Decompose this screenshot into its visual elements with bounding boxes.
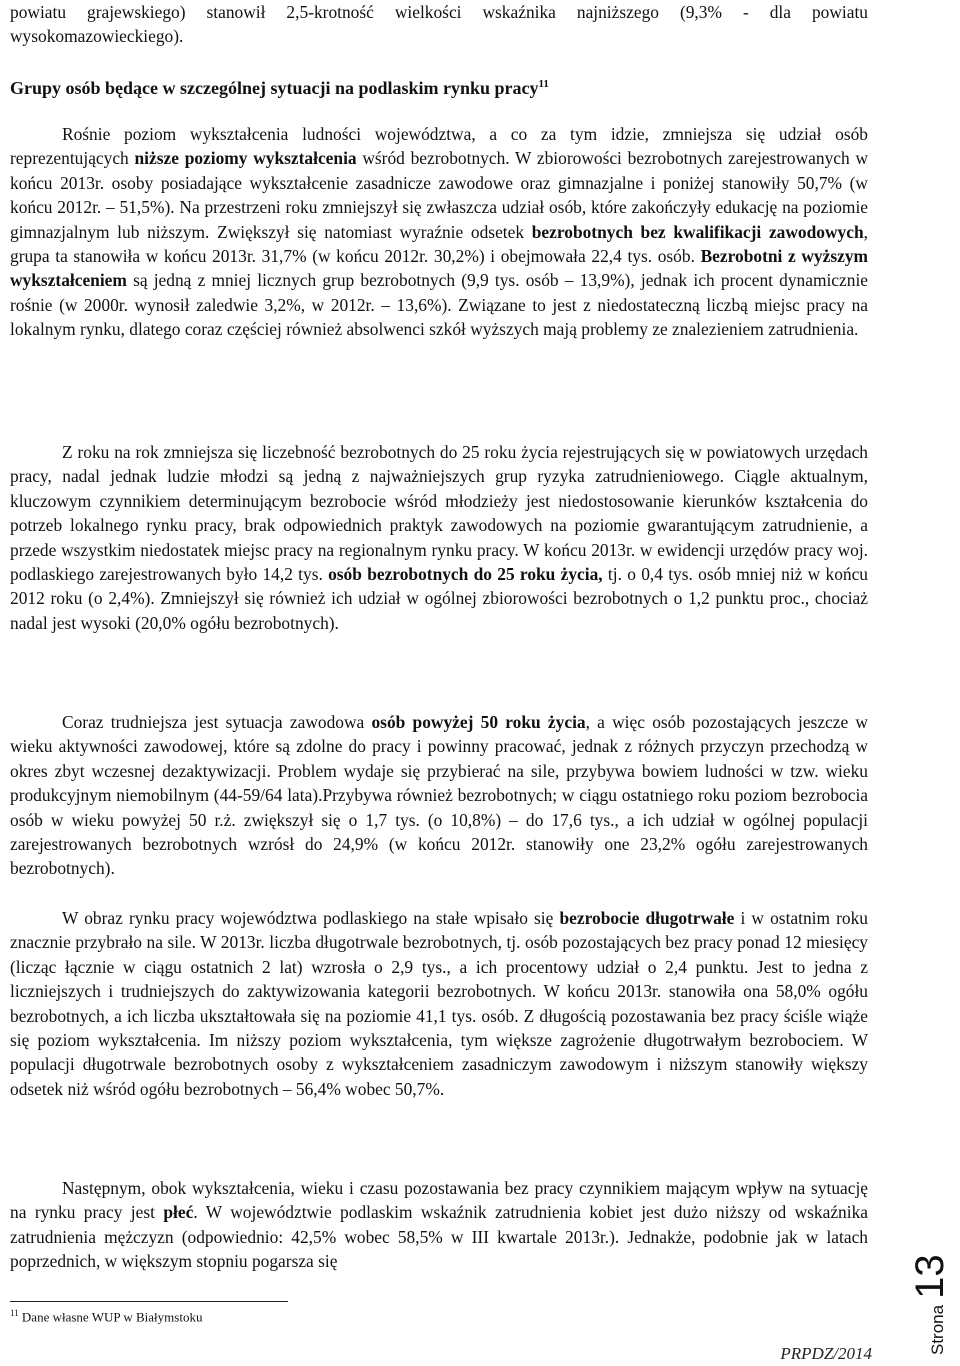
section-heading [10,72,868,100]
bold-run: płeć [163,1202,194,1223]
paragraph-gender [10,1176,868,1274]
text-run: . W województwie podlaskim wskaźnik zatrudnienia kobiet jest dużo niższy od wskaźnika zatrudnienia mężczyzn (odpowiednio: 42,5% wobec 58,5% w III kwartale 2013r.). Jednakże, podobnie jak w latach poprzednich, w większym stopniu pogarsza się [10,1202,868,1272]
intro-text: powiatu grajewskiego) stanowił 2,5-krotność wielkości wskaźnika najniższego (9,3% - dla powiatu wysokomazowieckiego). [10,2,868,47]
text-run: wśród bezrobotnych. W zbiorowości bezrobotnych zarejestrowanych w końcu 2013r. osoby posiadające wykształcenie zasadnicze zawodowe oraz gimnazjalne i poniżej stanowiły 50,7% (w końcu 2012r. – 51,5%). Na przestrzeni roku zmniejszył się zwłaszcza udział osób, które zakończyły edukację na poziomie gimnazjalnym lub niższym. Zwiększył się natomiast wyraźnie odsetek [10,148,869,242]
bold-run: osób bezrobotnych do 25 roku życia, [328,564,603,585]
footnote-divider [10,1301,288,1302]
text-run: tj. o 0,4 tys. osób mniej niż w końcu 2012 roku (o 2,4%). Zmniejszył się również ich udział w ogólnej zbiorowości bezrobotnych o 1,2 punktu proc., chociaż nadal jest wysoki (20,0% ogółu bezrobotnych). [10,564,868,633]
paragraph-long-term [10,906,868,1101]
footnote [10,1305,202,1325]
intro-paragraph [10,0,868,49]
paragraph-youth [10,440,868,635]
bold-run: osób powyżej 50 roku życia [371,712,586,732]
footnote-ref: 11 [538,78,549,90]
text-run: W obraz rynku pracy województwa podlaskiego na stałe wpisało się [62,908,560,928]
bold-run: bezrobocie długotrwałe [559,908,735,928]
text-run: Coraz trudniejsza jest sytuacja zawodowa [62,712,372,732]
paragraph-education [10,122,868,342]
footnote-text: Dane własne WUP w Białymstoku [18,1309,203,1325]
footnote-number: 11 [10,1308,19,1318]
section-heading-text: Grupy osób będące w szczególnej sytuacji na podlaskim rynku pracy [10,78,539,98]
bold-run: niższe poziomy wykształcenia [134,148,357,169]
document-code: PRPDZ/2014 [780,1344,872,1363]
text-run: , grupa ta stanowiła w końcu 2013r. 31,7% (w końcu 2012r. 30,2%) i obejmowała 22,4 tys. osób. [10,221,868,267]
text-run: i w ostatnim roku znacznie przybrało na sile. W 2013r. liczba długotrwale bezrobotnych, tj. osób pozostających bez pracy ponad 12 miesięcy (licząc łącznie w ciągu ostatnich 2 lat) wzrosła o 2,9 tys., a ich procentowy udział o 2,4 punktu. Jest to jedna z liczniejszych i trudniejszych do zaktywizowania kategorii bezrobotnych. W końcu 2013r. stanowiła ona 58,0% ogółu bezrobotnych, a ich liczba ukształtowała się na poziomie 41,1 tys. osób. Z długością pozostawania bez pracy ściśle wiąże się poziom wykształcenia. Im niższy poziom wykształcenia, tym większe zagrożenie długotrwałym bezrobociem. W populacji długotrwale bezrobotnych osoby z wykształceniem zasadniczym zawodowym i niższym stanowiły większy odsetek niż wśród ogółu bezrobotnych – 56,4% wobec 50,7%. [10,908,869,1099]
text-run: Z roku na rok zmniejsza się liczebność bezrobotnych do 25 roku życia rejestrujących się w powiatowych urzędach pracy, nadal jednak ludzie młodzi są jedną z najważniejszych grup ryzyka zatrudnieniowego. Ciągle aktualnym, kluczowym czynnikiem determinującym bezrobocie wśród młodzieży jest niedostosowanie kierunków kształcenia do potrzeb lokalnego rynku pracy, brak odpowiednich praktyk zawodowych na poziomie gwarantującym zatrudnienie, a przede wszystkim niedostatek miejsc pracy na regionalnym rynku pracy. W końcu 2013r. w ewidencji urzędów pracy woj. podlaskiego zarejestrowanych było 14,2 tys. [10,442,868,585]
page-label: Strona [928,1304,947,1355]
text-run: są jedną z mniej licznych grup bezrobotnych (9,9 tys. osób – 13,9%), jednak ich procent dynamicznie rośnie (w 2000r. wynosił zaledwie 3,2%, w 2012r. – 13,6%). Związane to jest z niedostateczną liczbą miejsc pracy na lokalnym rynku, dlatego coraz częściej również absolwenci szkół wyższych mają problemy ze znalezieniem zatrudnienia. [10,270,868,340]
page-number-marker [906,1215,954,1355]
bold-run: Bezrobotni z wyższym wykształceniem [10,246,868,291]
text-run: , a więc osób pozostających jeszcze w wieku aktywności zawodowej, które są zdolne do pracy i powinny pracować, jednak z różnych przyczyn przechodzą w okres zbyt wczesnej dezaktywizacji. Problem wydaje się przybierać na sile, przybywa bowiem ludności w tzw. wieku produkcyjnym niemobilnym (44-59/64 lata).Przybywa również bezrobotnych; w ciągu ostatniego roku poziom bezrobocia osób w wieku powyżej 50 r.ż. zwiększył się o 1,7 tys. (o 10,8%) – do 17,6 tys., a ich udział w ogólnej populacji zarejestrowanych bezrobotnych wzrósł do 24,9% (w końcu 2012r. stanowiły one 23,2% ogółu zarejestrowanych bezrobotnych). [10,712,868,879]
text-run: Następnym, obok wykształcenia, wieku i czasu pozostawania bez pracy czynnikiem mającym wpływ na sytuację na rynku pracy jest [10,1178,868,1223]
paragraph-over-50 [10,710,868,881]
bold-run: bezrobotnych bez kwalifikacji zawodowych [531,221,864,242]
text-run: Rośnie poziom wykształcenia ludności województwa, a co za tym idzie, zmniejsza się udział osób reprezentujących [10,124,868,169]
page-number: 13 [908,1254,952,1299]
